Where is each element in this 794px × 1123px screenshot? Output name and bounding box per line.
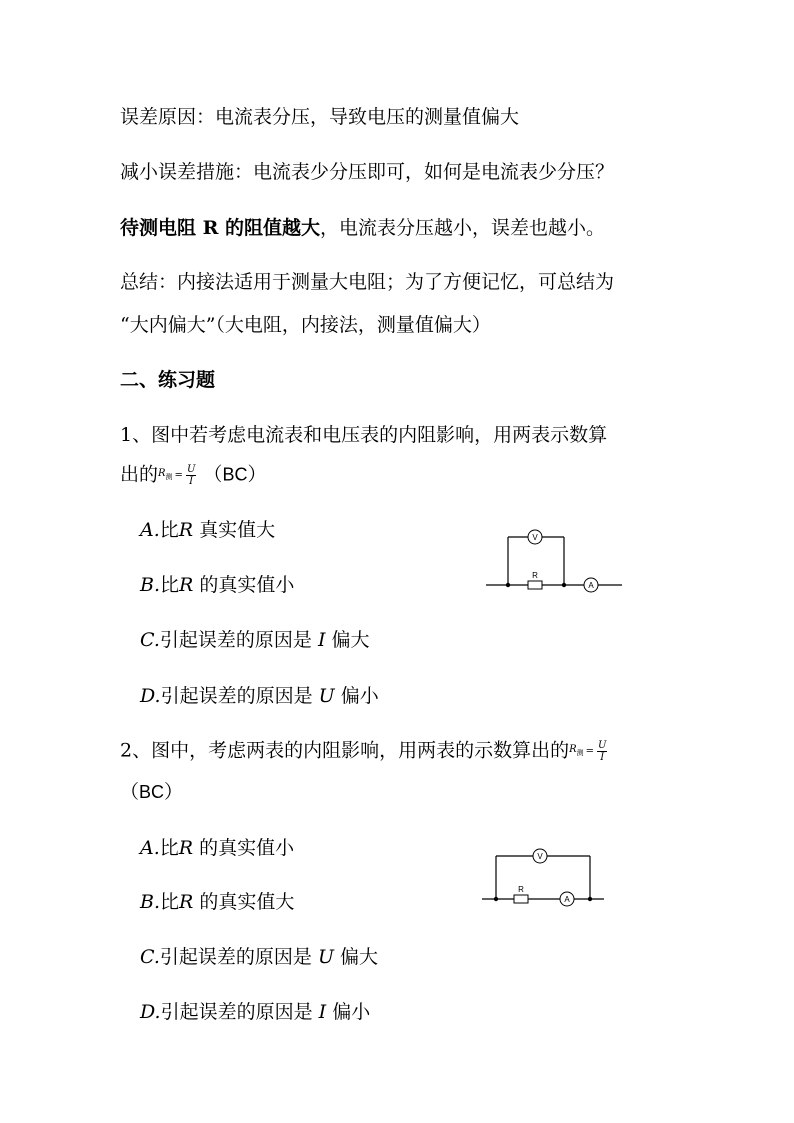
q2-formula-eq: = bbox=[585, 745, 595, 757]
q2-resistor-label: R bbox=[518, 885, 524, 894]
q2-option-c[interactable]: C.引起误差的原因是 U 偏大 bbox=[140, 946, 379, 968]
q1-stem-line-1: 1、图中若考虑电流表和电压表的内阻影响，用两表示数算 bbox=[120, 424, 608, 446]
conclusion-bold: 待测电阻 R 的阻值越大 bbox=[120, 217, 321, 239]
q1-ammeter-label: A bbox=[588, 581, 594, 590]
q2-stem-line-1: 2、图中，考虑两表的内阻影响，用两表的示数算出的$R_测$ = $\frac{U}{I}$ bbox=[120, 739, 607, 763]
q2-answer-open: （ bbox=[120, 781, 140, 803]
q1-formula-eq: = bbox=[174, 469, 183, 481]
q1-formula-fraction: $\frac{U}{I}$ bbox=[186, 464, 196, 487]
section-title: 二、练习题 bbox=[120, 369, 216, 391]
q2-voltmeter-label: V bbox=[537, 852, 543, 861]
q2-answer-close: ） bbox=[164, 781, 184, 803]
q2-answer-line bbox=[120, 780, 183, 804]
q1-option-b[interactable]: B.比R 的真实值小 bbox=[140, 574, 295, 596]
q2-answer: BC bbox=[139, 782, 165, 802]
q2-formula-r: $R_测$ bbox=[569, 744, 584, 757]
q1-option-a[interactable]: A.比R 真实值大 bbox=[140, 519, 276, 541]
q2-ammeter-label: A bbox=[564, 895, 570, 904]
q2-node-left bbox=[494, 897, 498, 901]
q2-option-d[interactable]: D.引起误差的原因是 I 偏小 bbox=[140, 1001, 371, 1023]
q1-circuit-diagram bbox=[480, 525, 630, 600]
q1-option-c[interactable]: C.引起误差的原因是 I 偏大 bbox=[140, 629, 370, 651]
q2-option-a[interactable]: A.比R 的真实值小 bbox=[140, 837, 295, 859]
reduce-error-text: 减小误差措施：电流表少分压即可，如何是电流表少分压？ bbox=[120, 161, 615, 183]
q1-resistor bbox=[528, 581, 542, 589]
q2-resistor bbox=[514, 895, 528, 903]
q1-answer-close: ） bbox=[247, 463, 267, 486]
q1-answer-open: （ bbox=[203, 463, 223, 486]
q2-formula-fraction: $\frac{U}{I}$ bbox=[598, 740, 607, 763]
q2-option-b[interactable]: B.比R 的真实值大 bbox=[140, 891, 295, 913]
q1-voltmeter-label: V bbox=[532, 533, 538, 542]
q1-option-d[interactable]: D.引起误差的原因是 U 偏小 bbox=[140, 685, 379, 707]
q1-prefix: 出的 bbox=[120, 463, 159, 486]
q2-circuit-diagram bbox=[478, 845, 608, 910]
conclusion-text bbox=[120, 216, 605, 240]
q1-formula-r: $R_测$ bbox=[158, 468, 173, 481]
q2-node-right bbox=[588, 897, 592, 901]
summary-line-1: 总结：内接法适用于测量大电阻；为了方便记忆，可总结为 bbox=[120, 271, 615, 293]
q1-node-left bbox=[506, 583, 510, 587]
q1-node-right bbox=[562, 583, 566, 587]
summary-line-2: “大内偏大”（大电阻，内接法，测量值偏大） bbox=[120, 314, 491, 336]
error-cause-text: 误差原因：电流表分压，导致电压的测量值偏大 bbox=[120, 106, 520, 128]
q1-resistor-label: R bbox=[532, 571, 538, 580]
q1-answer: BC bbox=[222, 464, 248, 485]
q1-stem-line-2 bbox=[120, 462, 266, 489]
conclusion-rest: ，电流表分压越小，误差也越小。 bbox=[320, 217, 606, 239]
